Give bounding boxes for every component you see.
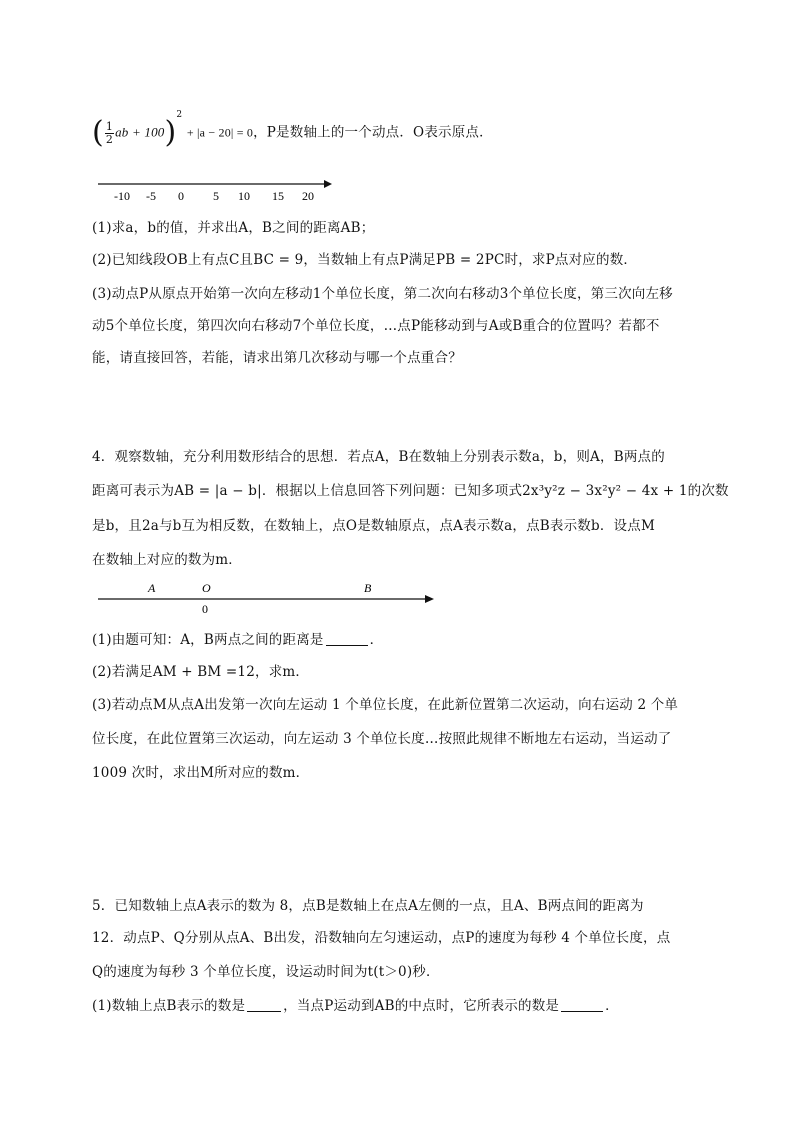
q4-line4: 在数轴上对应的数为m． bbox=[92, 552, 243, 568]
formula-tail: ，P是数轴上的一个动点．O表示原点． bbox=[253, 124, 493, 141]
answer-blank-midpoint bbox=[561, 999, 603, 1012]
q4-part3-line1: (3)若动点M从点A出发第一次向左运动 1 个单位长度，在此新位置第二次运动，向右运动 2 个单 bbox=[92, 697, 679, 713]
axis-label-B: B bbox=[364, 581, 372, 595]
axis-tick-label: 10 bbox=[238, 189, 250, 203]
q5-part1: (1)数轴上点B表示的数是 ，当点P运动到AB的中点时，它所表示的数是 ． bbox=[92, 998, 619, 1014]
axis-tick-label: -10 bbox=[114, 189, 130, 203]
q5-line1: 5．已知数轴上点A表示的数为 8，点B是数轴上在点A左侧的一点，且A、B两点间的距离为 bbox=[92, 898, 644, 914]
q4-number-line bbox=[92, 578, 452, 618]
q4-part1: (1)由题可知：A，B两点之间的距离是 ． bbox=[92, 632, 384, 648]
axis-label-O: O bbox=[202, 581, 211, 595]
q4-part3-line3: 1009 次时，求出M所对应的数m． bbox=[92, 765, 310, 781]
axis-tick-label: 5 bbox=[213, 189, 219, 203]
q4-part2: (2)若满足AM + BM =12，求m． bbox=[92, 664, 310, 680]
q3-part3-line1: (3)动点P从原点开始第一次向左移动1个单位长度，第二次向右移动3个单位长度，第三次向左移 bbox=[92, 286, 673, 302]
left-paren: ( bbox=[92, 115, 104, 150]
formula-exponent: 2 bbox=[176, 110, 183, 120]
q4-line2: 距离可表示为AB = |a − b|．根据以上信息回答下列问题：已知多项式2x³y²z − 3x²y² − 4x + 1的次数 bbox=[92, 483, 729, 499]
right-paren: ) bbox=[164, 115, 177, 150]
answer-blank bbox=[326, 633, 368, 646]
q5-line2: 12．动点P、Q分别从点A、B出发，沿数轴向左匀速运动，点P的速度为每秒 4 个单位长度，点 bbox=[92, 930, 671, 946]
axis-tick-label: 20 bbox=[302, 189, 314, 203]
q3-formula-line bbox=[92, 110, 493, 150]
formula-inside: ab + 100 bbox=[115, 124, 165, 140]
q4-line1: 4．观察数轴，充分利用数形结合的思想．若点A，B在数轴上分别表示数a，b，则A，B两点的 bbox=[92, 449, 665, 465]
axis-label-zero: 0 bbox=[202, 602, 208, 616]
q4-line3: 是b，且2a与b互为相反数，在数轴上，点O是数轴原点，点A表示数a，点B表示数b．设点M bbox=[92, 518, 655, 534]
q5-line3: Q的速度为每秒 3 个单位长度，设运动时间为t(t＞0)秒． bbox=[92, 964, 440, 980]
q3-part1: (1)求a，b的值，并求出A，B之间的距离AB； bbox=[92, 220, 375, 236]
axis-tick-label: 0 bbox=[178, 189, 184, 203]
axis-tick-label: 15 bbox=[272, 189, 284, 203]
q3-part3-line3: 能，请直接回答，若能，请求出第几次移动与哪一个点重合？ bbox=[92, 350, 462, 366]
answer-blank-b bbox=[247, 999, 281, 1012]
fraction-half: $\frac{1}{2}$ bbox=[105, 119, 114, 146]
q3-part3-line2: 动5个单位长度，第四次向右移动7个单位长度，…点P能移动到与A或B重合的位置吗？若都不 bbox=[92, 318, 660, 334]
formula-abs: + |a − 20| = 0 bbox=[186, 125, 254, 140]
q4-part3-line2: 位长度，在此位置第三次运动，向左运动 3 个单位长度…按照此规律不断地左右运动，当运动了 bbox=[92, 731, 672, 747]
axis-label-A: A bbox=[148, 581, 156, 595]
q3-number-line bbox=[92, 172, 352, 212]
q3-part2: (2)已知线段OB上有点C且BC = 9，当数轴上有点P满足PB = 2PC时，求P点对应的数． bbox=[92, 252, 638, 268]
axis-tick-label: -5 bbox=[146, 189, 156, 203]
